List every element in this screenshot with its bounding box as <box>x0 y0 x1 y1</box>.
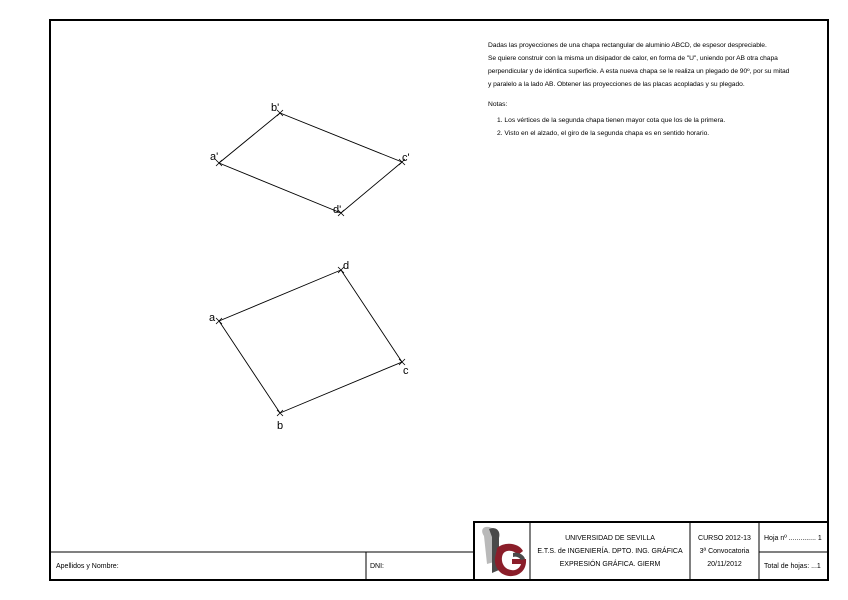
notes-list <box>497 114 817 140</box>
vertex-label-b: b <box>277 420 284 432</box>
exam-date: 20/11/2012 <box>707 561 742 568</box>
vertex-label-a-prime: a' <box>210 151 219 163</box>
plan-quadrilateral <box>219 270 402 413</box>
vertex-label-c: c <box>403 365 409 377</box>
vertex-label-d-prime: d' <box>333 204 342 216</box>
elevation-projection <box>216 110 405 216</box>
problem-statement <box>488 39 823 91</box>
institution-line-1: UNIVERSIDAD DE SEVILLA <box>565 535 655 542</box>
department-logo <box>482 527 526 576</box>
vertex-label-d: d <box>343 260 350 272</box>
vertex-marks-plan <box>216 267 405 416</box>
vertex-label-c-prime: c' <box>402 152 410 164</box>
vertex-label-b-prime: b' <box>271 102 280 114</box>
sheet-border <box>50 20 828 580</box>
vertex-label-a: a <box>209 312 216 324</box>
statement-line: perpendicular y de idéntica superficie. A esta nueva chapa se le realiza un plegado de 90º, por su mitad <box>488 68 790 75</box>
elevation-quadrilateral <box>219 113 402 213</box>
note-item: 2. Visto en el alzado, el giro de la segunda chapa es en sentido horario. <box>497 130 710 137</box>
dni-field-label: DNI: <box>370 563 384 570</box>
notes-heading: Notas: <box>488 101 508 108</box>
statement-line: Dadas las proyecciones de una chapa rectangular de aluminio ABCD, de espesor despreciable. <box>488 42 767 49</box>
total-sheets: Total de hojas: ...1 <box>764 563 821 570</box>
exam-call: 3ª Convocatoria <box>699 548 750 555</box>
sheet-number: Hoja nº .............. 1 <box>764 535 822 542</box>
statement-line: y paralelo a la lado AB. Obtener las proyecciones de las placas acopladas y su plegado. <box>488 81 745 88</box>
note-item: 1. Los vértices de la segunda chapa tienen mayor cota que los de la primera. <box>497 117 726 124</box>
plan-projection <box>216 267 405 416</box>
statement-line: Se quiere construir con la misma un disipador de calor, en forma de "U", uniendo por AB otra chapa <box>488 55 778 62</box>
name-field-label: Apellidos y Nombre: <box>56 563 119 570</box>
institution-line-2: E.T.S. de INGENIERÍA. DPTO. ING. GRÁFICA <box>537 548 683 555</box>
course-year: CURSO 2012-13 <box>698 535 751 542</box>
institution-line-3: EXPRESIÓN GRÁFICA. GIERM <box>559 561 661 568</box>
